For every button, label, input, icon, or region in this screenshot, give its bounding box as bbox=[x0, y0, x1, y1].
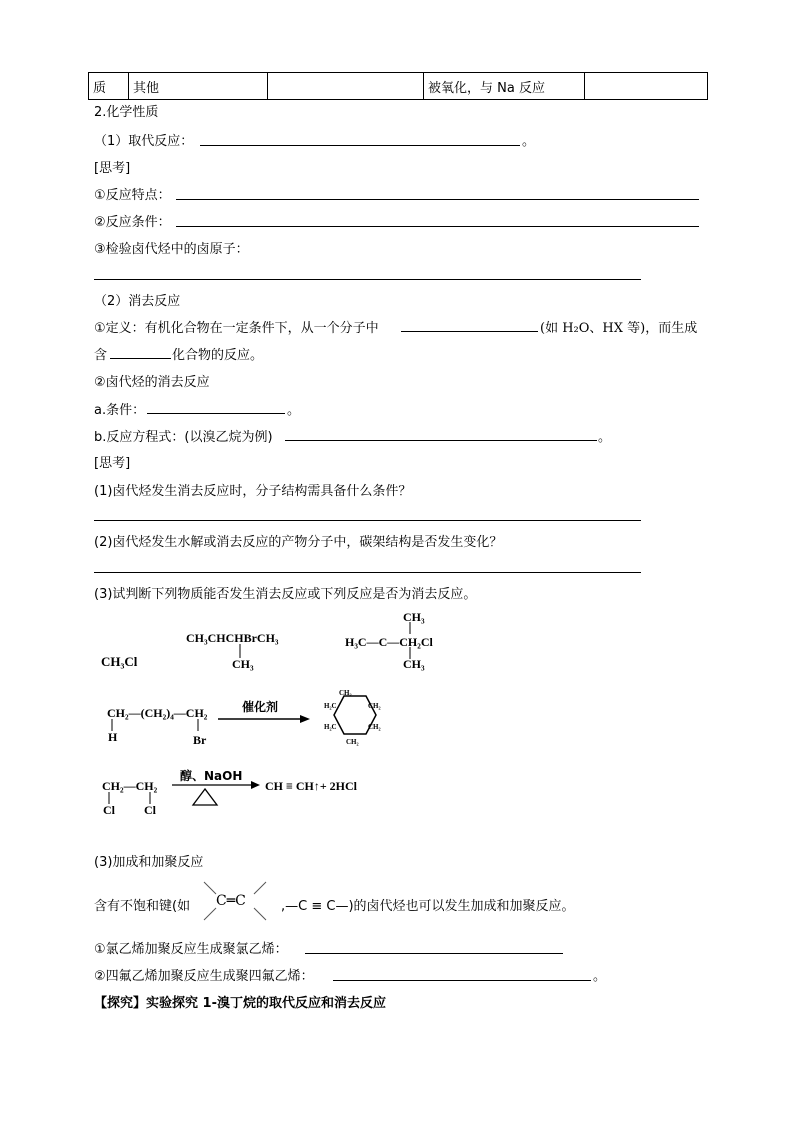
acetylene-product: CH ≡ CH↑+ 2HCl bbox=[265, 779, 358, 793]
ring-label: CH₂ bbox=[346, 738, 359, 746]
period: 。 bbox=[598, 430, 612, 445]
period: 。 bbox=[522, 134, 536, 149]
addition-text: ,—C ≡ C—)的卤代烃也可以发生加成和加聚反应。 bbox=[281, 899, 575, 914]
answer-blank[interactable] bbox=[401, 331, 538, 332]
table-cell: 质 bbox=[89, 73, 129, 100]
subheading-elimination: （2）消去反应 bbox=[94, 294, 181, 309]
table-cell: 被氧化，与 Na 反应 bbox=[424, 73, 585, 100]
answer-blank[interactable] bbox=[305, 953, 563, 954]
dibromohexane-chain: CH₂—(CH₂)₄—CH₂ bbox=[107, 706, 208, 720]
equation-label: b.反应方程式：(以溴乙烷为例) bbox=[94, 430, 273, 445]
methyl-bottom: CH₃ bbox=[403, 657, 425, 671]
methyl-top: CH₃ bbox=[403, 610, 425, 624]
bond-line bbox=[238, 644, 242, 658]
ring-label: CH₂ bbox=[368, 723, 381, 731]
subheading-substitution: （1）取代反应： bbox=[94, 134, 194, 149]
property-table bbox=[88, 72, 708, 100]
think-question-1: (1)卤代烃发生消去反应时，分子结构需具备什么条件？ bbox=[94, 484, 412, 499]
chlorومethane: CH₃Cl bbox=[101, 654, 138, 669]
table-row bbox=[89, 73, 708, 100]
question-1: ①反应特点： bbox=[94, 188, 171, 203]
chlorine-atom: Cl bbox=[144, 803, 156, 817]
answer-blank[interactable] bbox=[94, 520, 641, 521]
answer-blank[interactable] bbox=[200, 145, 520, 146]
definition-text: 化合物的反应。 bbox=[172, 348, 264, 363]
ring-label: CH₂ bbox=[368, 702, 381, 710]
ring-label: H₂C bbox=[324, 723, 337, 731]
definition-text: (如 H₂O、HX 等)，而生成 bbox=[540, 321, 698, 336]
section-heading: 2.化学性质 bbox=[94, 105, 159, 120]
ring-label: CH₂ bbox=[339, 689, 352, 697]
subheading-addition: (3)加成和加聚反应 bbox=[94, 855, 204, 870]
answer-blank[interactable] bbox=[176, 199, 699, 200]
bond-line bbox=[196, 719, 200, 731]
bromine-atom: Br bbox=[193, 733, 207, 747]
table-cell bbox=[268, 73, 424, 100]
chlorine-atom: Cl bbox=[103, 803, 115, 817]
answer-blank[interactable] bbox=[285, 440, 597, 441]
think-question-3: (3)试判断下列物质能否发生消去反应或下列反应是否为消去反应。 bbox=[94, 587, 477, 602]
heat-arrow bbox=[172, 781, 260, 807]
polymer-question-2: ②四氟乙烯加聚反应生成聚四氟乙烯： bbox=[94, 969, 314, 984]
period: 。 bbox=[287, 403, 301, 418]
explore-heading: 【探究】实验探究 1-溴丁烷的取代反应和消去反应 bbox=[94, 996, 386, 1011]
polymer-question-1: ①氯乙烯加聚反应生成聚氯乙烯： bbox=[94, 942, 288, 957]
answer-blank[interactable] bbox=[176, 226, 699, 227]
molecule-2bromo3methylbutane: CH₃CHCHBrCH₃ bbox=[186, 631, 279, 645]
bond-line bbox=[408, 622, 412, 634]
methyl-branch: CH₃ bbox=[232, 657, 254, 671]
think-label: [思考] bbox=[94, 456, 131, 471]
answer-blank[interactable] bbox=[333, 980, 591, 981]
definition-text: 含 bbox=[94, 348, 108, 363]
hydrogen-atom: H bbox=[108, 730, 118, 744]
catalyst-label: 催化剂 bbox=[242, 700, 279, 714]
molecule-neopentyl-chloride: H₃C—C—CH₂Cl bbox=[345, 635, 433, 649]
elimination-heading: ②卤代烃的消去反应 bbox=[94, 375, 210, 390]
reaction-arrow bbox=[218, 714, 310, 724]
table-cell bbox=[585, 73, 708, 100]
answer-blank[interactable] bbox=[94, 279, 641, 280]
answer-blank[interactable] bbox=[147, 413, 285, 414]
think-label: [思考] bbox=[94, 161, 131, 176]
question-2: ②反应条件： bbox=[94, 215, 171, 230]
condition-label: a.条件： bbox=[94, 403, 146, 418]
answer-blank[interactable] bbox=[94, 572, 641, 573]
period: 。 bbox=[593, 969, 607, 984]
alkene-bond: C═C bbox=[216, 893, 246, 909]
definition-text: ①定义：有机化合物在一定条件下，从一个分子中 bbox=[94, 321, 379, 336]
addition-text: 含有不饱和键(如 bbox=[94, 899, 191, 914]
answer-blank[interactable] bbox=[110, 358, 171, 359]
ring-label: H₂C bbox=[324, 702, 337, 710]
reaction-condition: 醇、NaOH bbox=[180, 769, 243, 783]
table-cell: 其他 bbox=[129, 73, 268, 100]
think-question-2: (2)卤代烃发生水解或消去反应的产物分子中，碳架结构是否发生变化？ bbox=[94, 535, 503, 550]
question-3: ③检验卤代烃中的卤原子： bbox=[94, 242, 249, 257]
dichloroethane: CH₂—CH₂ bbox=[102, 779, 158, 793]
